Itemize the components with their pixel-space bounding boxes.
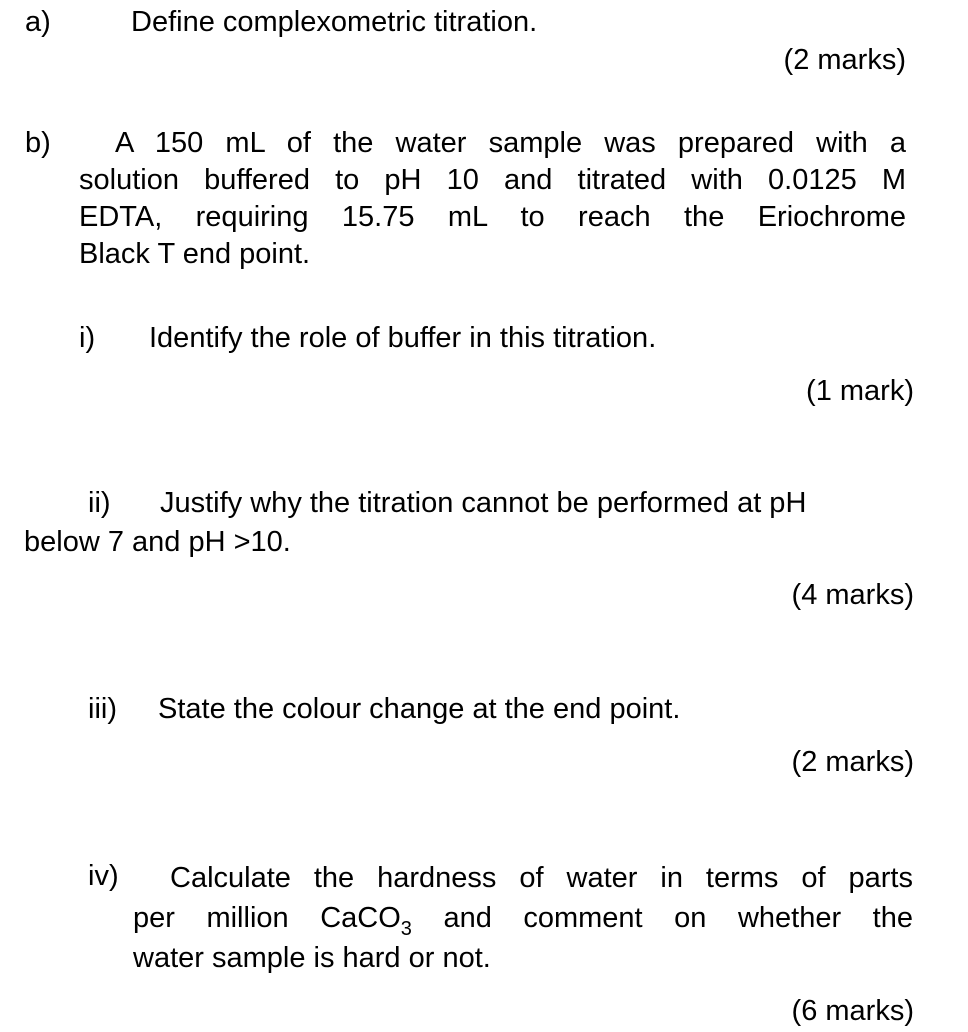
part-i-marks: (1 mark) [806,375,914,407]
part-iii-text: State the colour change at the end point. [158,693,681,725]
part-ii-label: ii) [88,487,111,519]
question-a-marks: (2 marks) [783,44,906,76]
part-iii-label: iii) [88,693,117,725]
question-b-label: b) [25,127,51,159]
part-iv-text-line1: Calculate the hardness of water in terms of parts [170,862,913,894]
part-iii-marks: (2 marks) [791,746,914,778]
part-iv-label: iv) [88,860,119,892]
question-b-stem [79,125,906,273]
formula-caco3-base: CaCO [320,902,401,934]
part-i-label: i) [79,322,96,354]
formula-caco3-subscript: 3 [400,918,412,940]
part-i-text: Identify the role of buffer in this titration. [149,322,657,354]
part-iv-line2-pre: per million [133,902,289,934]
part-iv-body [133,858,913,978]
formula-caco3 [320,902,412,940]
question-a-text: Define complexometric titration. [131,6,538,38]
part-iv-text-line3: water sample is hard or not. [133,942,491,974]
question-b-stem-line: Black T end point. [79,238,311,270]
part-ii-marks: (4 marks) [791,579,914,611]
part-ii-text-line1: Justify why the titration cannot be performed at pH [160,487,807,519]
question-b-stem-line: EDTA, requiring 15.75 mL to reach the Eriochrome [79,201,906,233]
part-iv-text-line2 [133,898,913,938]
part-ii-text-line2: below 7 and pH >10. [24,526,291,558]
question-a-label: a) [25,6,51,38]
part-iv-line2-post: and comment on whether the [443,902,913,934]
question-b-stem-line: A 150 mL of the water sample was prepared with a [115,127,906,159]
question-b-stem-line: solution buffered to pH 10 and titrated with 0.0125 M [79,164,906,196]
part-iv-marks: (6 marks) [791,995,914,1027]
